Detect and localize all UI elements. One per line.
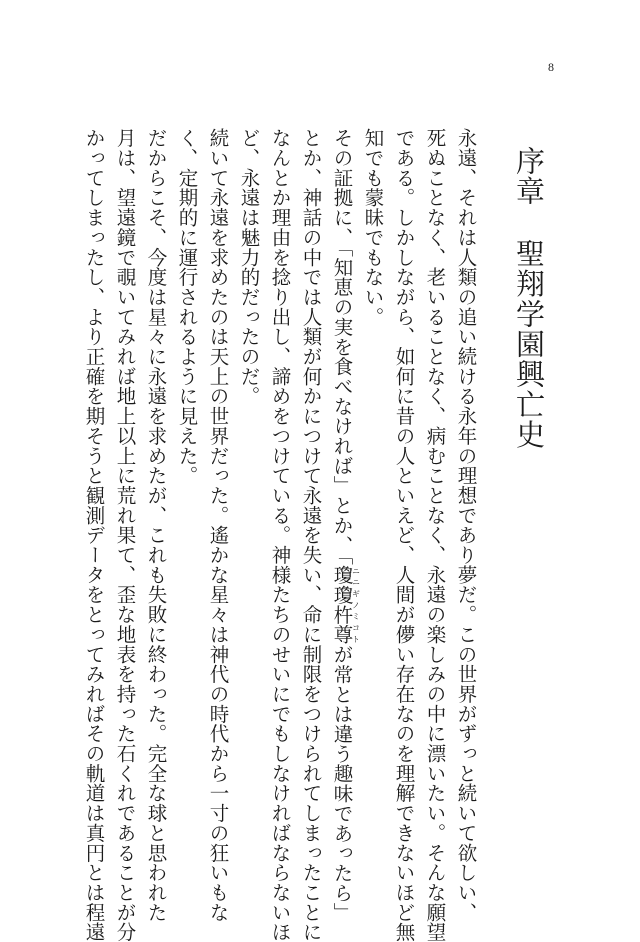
ruby-base: 瓊瓊杵尊 [330,565,354,645]
body-line-5-end: が常とは違う趣味であったら」 [330,644,354,923]
chapter-title [512,146,546,450]
body-line-3: である。しかしながら、如何に昔の人といえど、人間が儚い存在なのを理解できないほど無 [392,128,416,942]
body-line-8: ど、永遠は魅力的だったのだ。 [237,128,261,406]
body-line-13: かってしまったし、より正確を期そうと観測データをとってみればその軌道は真円とは程遠 [82,128,106,942]
body-line-4: 知でも蒙昧でもない。 [361,128,385,327]
chapter-label: 序章 [512,146,546,207]
body-line-5 [332,128,360,922]
body-line-5-start: その証拠に、「知恵の実を食べなければ」とか、「 [330,128,354,566]
body-line-9: 続いて永遠を求めたのは天上の世界だった。遙かな星々は神代の時代から一寸の狂いもな [206,128,230,922]
body-line-7: なんとか理由を捻り出し、諦めをつけている。神様たちのせいにでもしなければならないほ [268,128,292,942]
ruby-ninigi [330,565,361,645]
ruby-reading: ニニギノミコト [351,565,361,645]
body-line-6: とか、神話の中では人類が何かにつけて永遠を失い、命に制限をつけられてしまったことに [299,128,323,942]
body-line-10: く、定期的に運行されるように見えた。 [175,128,199,486]
body-line-11: だからこそ、今度は星々に永遠を求めたが、これも失敗に終わった。完全な球と思われた [144,128,168,922]
chapter-heading: 聖翔学園興亡史 [512,238,546,450]
body-line-1: 永遠、それは人類の追い続ける永年の理想であり夢だ。この世界がずっと続いて欲しい、 [454,128,478,922]
page-number: 8 [548,60,554,74]
body-line-2: 死ぬことなく、老いることなく、病むことなく、永遠の楽しみの中に漂いたい。そんな願望 [423,128,447,942]
body-line-12: 月は、望遠鏡で覗いてみれば地上以上に荒れ果て、歪な地表を持った石くれであることが分 [113,128,137,942]
